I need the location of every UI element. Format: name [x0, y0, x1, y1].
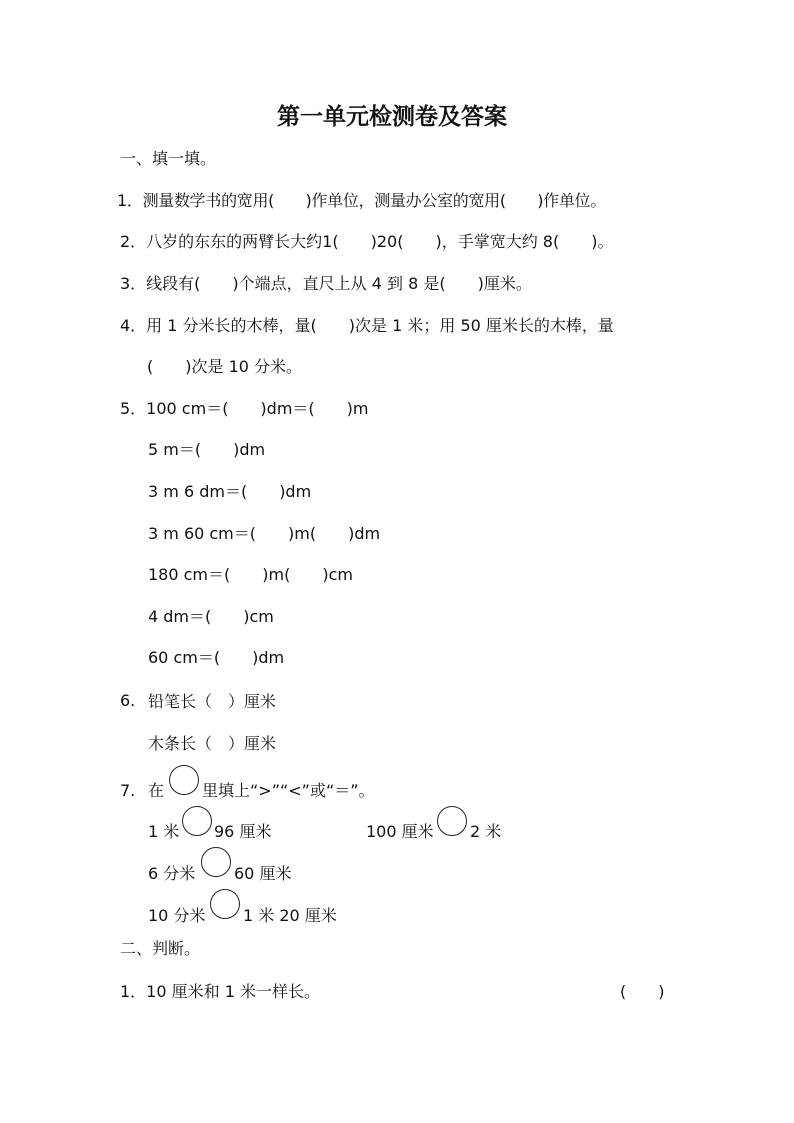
compare-item-1-left: 1 米	[148, 822, 180, 841]
question-5-line-2: 5 m＝( )dm	[148, 440, 266, 459]
section-heading-fill: 一、填一填。	[120, 149, 217, 168]
compare-item-1-right: 96 厘米	[214, 822, 272, 841]
question-5-line-7: 60 cm＝( )dm	[148, 648, 285, 667]
compare-circle-1[interactable]	[182, 806, 212, 836]
question-6-number: 6.	[120, 691, 136, 710]
question-6-line-2: 木条长（ ）厘米	[148, 734, 277, 753]
compare-item-3-left: 6 分米	[148, 864, 196, 883]
question-4-line-1: 4．用 1 分米长的木棒，量( )次是 1 米；用 50 厘米长的木棒，量	[120, 316, 614, 335]
question-1: 1．测量数学书的宽用( )作单位，测量办公室的宽用( )作单位。	[117, 191, 606, 210]
question-7-instruction: 里填上“>”“<”或“＝”。	[202, 781, 375, 800]
question-3: 3．线段有( )个端点，直尺上从 4 到 8 是( )厘米。	[120, 274, 532, 293]
question-5-line-5: 180 cm＝( )m( )cm	[148, 565, 353, 584]
question-4-line-2: ( )次是 10 分米。	[147, 357, 303, 376]
question-6-line-1: 铅笔长（ ）厘米	[148, 692, 277, 711]
judge-question-1: 1．10 厘米和 1 米一样长。	[120, 982, 320, 1001]
question-2: 2．八岁的东东的两臂长大约1( )20( )，手掌宽大约 8( )。	[120, 232, 614, 251]
question-5-line-6: 4 dm＝( )cm	[148, 607, 274, 626]
compare-circle-2[interactable]	[437, 806, 467, 836]
question-7-number: 7.	[120, 781, 136, 800]
compare-item-4-left: 10 分米	[148, 906, 206, 925]
compare-item-4-right: 1 米 20 厘米	[243, 906, 337, 925]
compare-circle-3[interactable]	[201, 847, 231, 877]
section-heading-judge: 二、判断。	[120, 939, 201, 958]
question-7-prefix: 在	[148, 781, 165, 800]
page-title: 第一单元检测卷及答案	[277, 104, 507, 130]
judge-answer-blank-1[interactable]: ( )	[620, 982, 665, 1001]
compare-circle-4[interactable]	[210, 889, 240, 919]
question-5-line-3: 3 m 6 dm＝( )dm	[148, 482, 312, 501]
question-5-line-1: 5．100 cm＝( )dm＝( )m	[120, 399, 369, 418]
compare-circle-example	[169, 765, 199, 795]
question-5-line-4: 3 m 60 cm＝( )m( )dm	[148, 524, 381, 543]
compare-item-2-left: 100 厘米	[366, 822, 434, 841]
compare-item-3-right: 60 厘米	[234, 864, 292, 883]
compare-item-2-right: 2 米	[470, 822, 502, 841]
